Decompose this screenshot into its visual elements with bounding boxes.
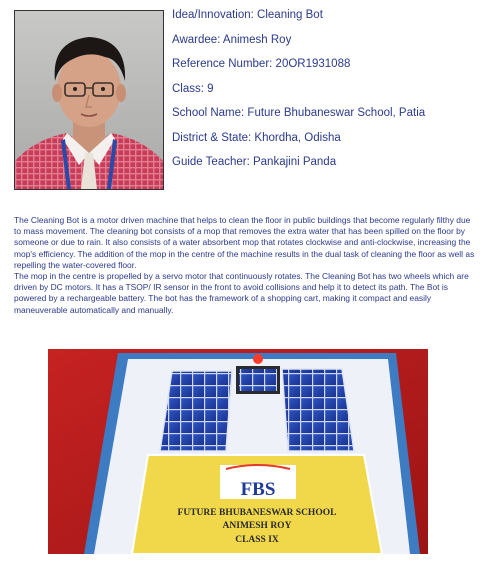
guide-teacher: Guide Teacher: Pankajini Panda <box>172 156 337 168</box>
project-description <box>14 215 476 316</box>
awardee-name: Awardee: Animesh Roy <box>172 33 292 46</box>
idea-title: Idea/Innovation: Cleaning Bot <box>172 9 323 21</box>
description-paragraph-2: The mop in the centre is propelled by a servo motor that continuously rotates. The Cleaning Bot has two wheels which are driven by DC motors. It has a TSOP/ IR sensor in the front to avoid collisions and help it to detect its path. The Bot is powered by a rechargeable battery. The bot has the framework of a shopping cart, making it compact and easily maneuverable automatically and manually. <box>14 271 469 315</box>
fbs-logo-text: FBS <box>240 479 276 500</box>
awardee-portrait <box>14 10 164 190</box>
reference-number: Reference Number: 20OR1931088 <box>172 58 351 70</box>
cleaning-bot-image <box>48 349 428 554</box>
district-state: District & State: Khordha, Odisha <box>172 131 341 144</box>
label-class: CLASS IX <box>235 535 279 545</box>
description-paragraph-1: The Cleaning Bot is a motor driven machine that helps to clean the floor in public buildings that become regularly filthy due to mass movement. The cleaning bot consists of a mop that removes the extra water that has been spilled on the floor by someone or due to rain. It also consists of a water absorbent mop that rotates clockwise and anti-clockwise, increasing the mop's efficiency. The addition of the mop in the centre of the machine results in the dual task of cleaning the floor as well as repelling the water-covered floor. <box>14 215 475 270</box>
label-name: ANIMESH ROY <box>222 521 292 531</box>
cleaning-bot-photo <box>48 349 428 554</box>
awardee-info <box>172 8 482 180</box>
portrait-image <box>15 11 163 189</box>
label-school: FUTURE BHUBANESWAR SCHOOL <box>177 508 337 518</box>
class-level: Class: 9 <box>172 82 214 95</box>
school-name: School Name: Future Bhubaneswar School, Patia <box>172 107 426 119</box>
